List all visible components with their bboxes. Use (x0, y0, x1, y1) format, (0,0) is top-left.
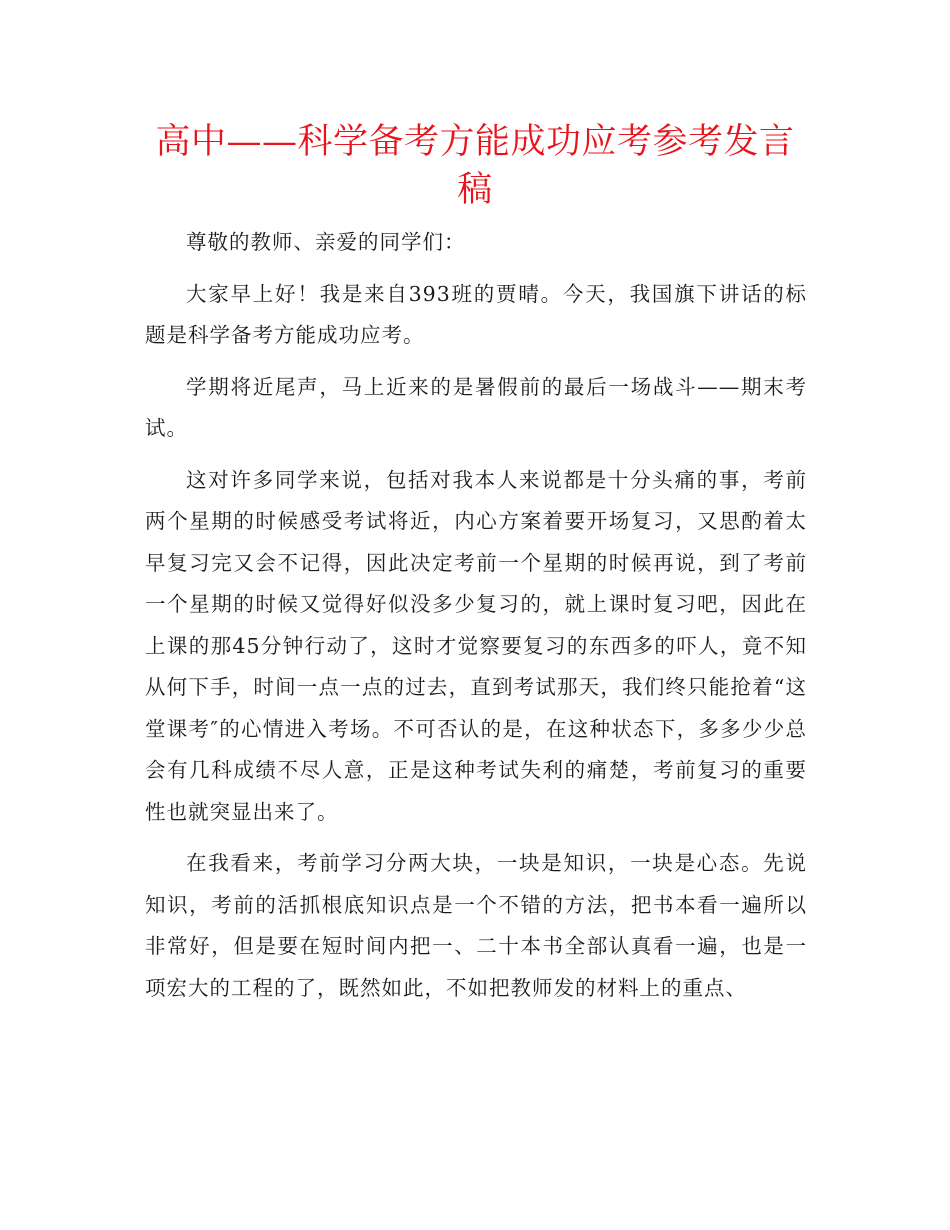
document-body (145, 222, 807, 1019)
paragraph-review-experience: 这对许多同学来说，包括对我本人来说都是十分头痛的事，考前两个星期的时候感受考试将近，内心方案着要开场复习，又思酌着太早复习完又会不记得，因此决定考前一个星期的时候再说，到了考前一个星期的时候又觉得好似没多少复习的，就上课时复习吧，因此在上课的那45分钟行动了，这时才觉察要复习的东西多的吓人，竟不知从何下手，时间一点一点的过去，直到考试那天，我们终只能抢着“这堂课考″的心情进入考场。不可否认的是，在这种状态下，多多少少总会有几科成绩不尽人意，正是这种考试失利的痛楚，考前复习的重要性也就突显出来了。 (145, 467, 807, 824)
paragraph-exam-approaching: 学期将近尾声，马上近来的是暑假前的最后一场战斗——期末考试。 (145, 374, 807, 440)
document-title: 高中——科学备考方能成功应考参考发言稿 (155, 122, 795, 210)
paragraph-greeting: 尊敬的教师、亲爱的同学们： (186, 230, 466, 254)
paragraph-knowledge-and-mindset: 在我看来，考前学习分两大块，一块是知识，一块是心态。先说知识，考前的活抓根底知识点是一个不错的方法，把书本看一遍所以非常好，但是要在短时间内把一、二十本书全部认真看一遍，也是一项宏大的工程的了，既然如此，不如把教师发的材料上的重点、 (145, 851, 807, 1000)
paragraph-introduction: 大家早上好！我是来自393班的贾晴。今天，我国旗下讲话的标题是科学备考方能成功应考。 (145, 281, 807, 347)
